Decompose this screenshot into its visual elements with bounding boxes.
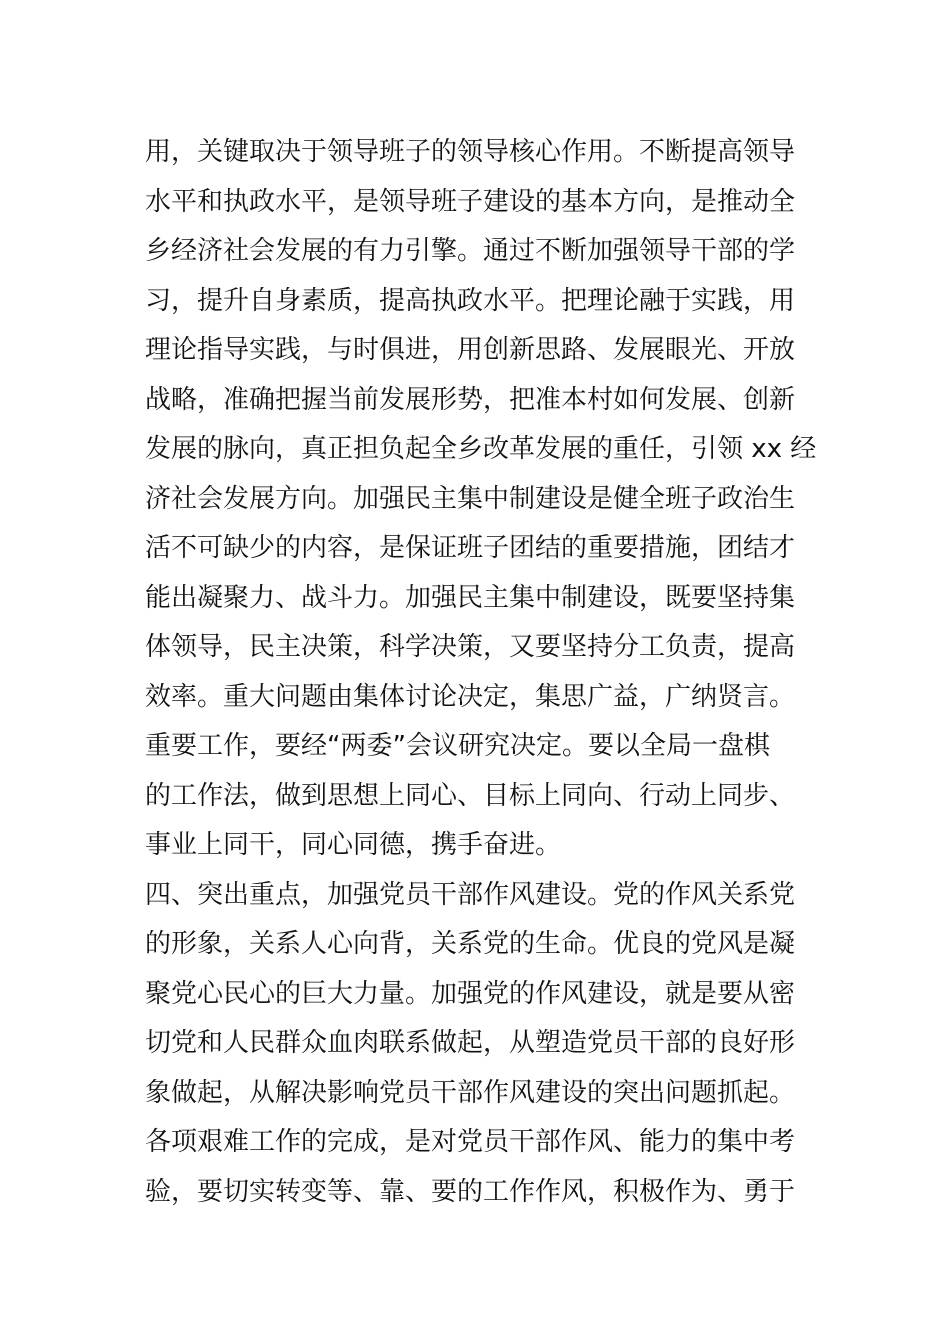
body-text (145, 128, 817, 1217)
text-line: 用，关键取决于领导班子的领导核心作用。不断提高领导 (145, 137, 796, 167)
text-line: 发展的脉向，真正担负起全乡改革发展的重任，引领 xx 经 (145, 434, 817, 464)
text-line: 重要工作，要经“两委”会议研究决定。要以全局一盘棋 (145, 731, 770, 761)
text-line: 理论指导实践，与时俱进，用创新思路、发展眼光、开放 (145, 335, 796, 365)
text-line: 的形象，关系人心向背，关系党的生命。优良的党风是凝 (145, 929, 796, 959)
text-line: 战略，准确把握当前发展形势，把准本村如何发展、创新 (145, 384, 796, 415)
text-line: 乡经济社会发展的有力引擎。通过不断加强领导干部的学 (145, 236, 796, 266)
text-line: 效率。重大问题由集体讨论决定，集思广益，广纳贤言。 (145, 681, 796, 712)
text-line: 水平和执政水平，是领导班子建设的基本方向，是推动全 (145, 186, 796, 217)
text-line: 切党和人民群众血肉联系做起，从塑造党员干部的良好形 (145, 1028, 796, 1058)
text-line: 象做起，从解决影响党员干部作风建设的突出问题抓起。 (145, 1077, 796, 1108)
text-line: 聚党心民心的巨大力量。加强党的作风建设，就是要从密 (145, 978, 796, 1009)
text-line: 各项艰难工作的完成，是对党员干部作风、能力的集中考 (145, 1127, 796, 1157)
text-line: 验，要切实转变等、靠、要的工作作风，积极作为、勇于 (145, 1176, 796, 1207)
text-line: 能出凝聚力、战斗力。加强民主集中制建设，既要坚持集 (145, 582, 796, 613)
text-line: 活不可缺少的内容，是保证班子团结的重要措施，团结才 (145, 533, 796, 563)
text-line: 习，提升自身素质，提高执政水平。把理论融于实践，用 (145, 285, 796, 316)
section-heading-line: 四、突出重点，加强党员干部作风建设。党的作风关系党 (145, 879, 796, 910)
text-line: 事业上同干，同心同德，携手奋进。 (145, 830, 562, 860)
text-line: 体领导，民主决策，科学决策，又要坚持分工负责，提高 (145, 632, 796, 662)
text-line: 济社会发展方向。加强民主集中制建设是健全班子政治生 (145, 483, 796, 514)
text-line: 的工作法，做到思想上同心、目标上同向、行动上同步、 (145, 780, 796, 811)
